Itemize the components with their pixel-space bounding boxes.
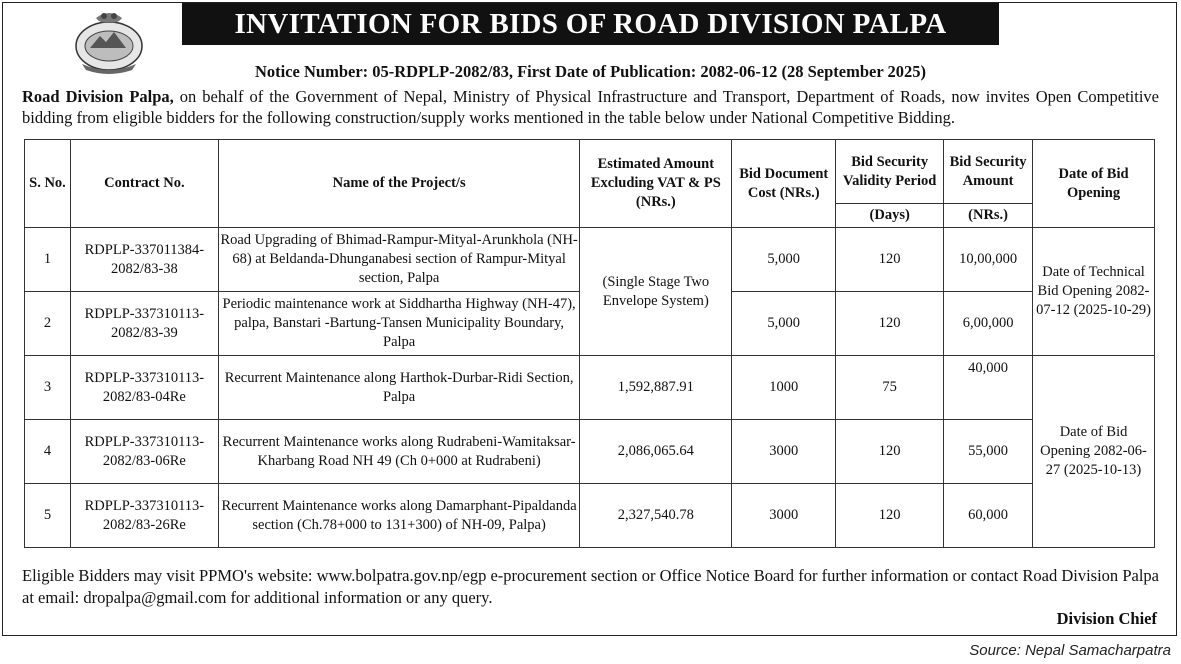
page-title: INVITATION FOR BIDS OF ROAD DIVISION PALPA [182,3,999,45]
row-sno: 2 [25,292,71,356]
row-validity: 120 [836,484,944,548]
row-sno: 1 [25,228,71,292]
row-security: 10,00,000 [944,228,1033,292]
row-project: Recurrent Maintenance works along Rudrabeni-Wamitaksar-Kharbang Road NH 49 (Ch 0+000 at Rudrabeni) [218,420,580,484]
header-security: Bid Security Amount [944,140,1033,204]
row-project: Periodic maintenance work at Siddhartha Highway (NH-47), palpa, Banstari -Bartung-Tansen Municipality Boundary, Palpa [218,292,580,356]
row-contract: RDPLP-337310113-2082/83-26Re [70,484,218,548]
row-doc-cost: 1000 [732,356,836,420]
header-sno: S. No. [25,140,71,228]
table-row [25,420,1155,484]
table-header-row [25,140,1155,204]
row-project: Recurrent Maintenance along Harthok-Durbar-Ridi Section, Palpa [218,356,580,420]
row-doc-cost: 5,000 [732,292,836,356]
row-security: 40,000 [944,356,1033,420]
table-row [25,228,1155,292]
row-contract: RDPLP-337310113-2082/83-04Re [70,356,218,420]
row-validity: 120 [836,292,944,356]
row-contract: RDPLP-337310113-2082/83-06Re [70,420,218,484]
row-sno: 3 [25,356,71,420]
header-validity-unit: (Days) [836,204,944,228]
header-project: Name of the Project/s [218,140,580,228]
header-estimated: Estimated Amount Excluding VAT & PS (NRs.) [580,140,732,228]
row-doc-cost: 5,000 [732,228,836,292]
row-sno: 4 [25,420,71,484]
row-opening-technical: Date of Technical Bid Opening 2082-07-12 (2025-10-29) [1033,228,1155,356]
row-validity: 120 [836,420,944,484]
header-opening: Date of Bid Opening [1033,140,1155,228]
header-validity: Bid Security Validity Period [836,140,944,204]
header-contract: Contract No. [70,140,218,228]
row-security: 60,000 [944,484,1033,548]
row-estimated: 2,327,540.78 [580,484,732,548]
row-contract: RDPLP-337310113-2082/83-39 [70,292,218,356]
row-project: Recurrent Maintenance works along Damarphant-Pipaldanda section (Ch.78+000 to 131+300) of NH-09, Palpa) [218,484,580,548]
row-estimated-merged: (Single Stage Two Envelope System) [580,228,732,356]
bids-table [24,139,1155,548]
row-security: 6,00,000 [944,292,1033,356]
row-opening-bid: Date of Bid Opening 2082-06-27 (2025-10-13) [1033,356,1155,548]
row-validity: 120 [836,228,944,292]
row-security: 55,000 [944,420,1033,484]
row-contract: RDPLP-337011384-2082/83-38 [70,228,218,292]
row-sno: 5 [25,484,71,548]
row-estimated: 1,592,887.91 [580,356,732,420]
header-doc-cost: Bid Document Cost (NRs.) [732,140,836,228]
source-credit: Source: Nepal Samacharpatra [969,642,1171,659]
signatory: Division Chief [1056,609,1157,628]
row-validity: 75 [836,356,944,420]
notice-number: Notice Number: 05-RDPLP-2082/83, First Date of Publication: 2082-06-12 (28 September 2025) [254,62,927,81]
row-project: Road Upgrading of Bhimad-Rampur-Mityal-Arunkhola (NH-68) at Beldanda-Dhunganabesi section of Rampur-Mityal section, Palpa [218,228,580,292]
footer-paragraph: Eligible Bidders may visit PPMO's website: www.bolpatra.gov.np/egp e-procurement section or Office Notice Board for further information or contact Road Division Palpa at email: dropalpa@gmail.com for additional information or any query. [22,566,1159,607]
row-doc-cost: 3000 [732,484,836,548]
table-row [25,484,1155,548]
intro-organization: Road Division Palpa, [22,87,174,106]
table-row [25,356,1155,420]
intro-text: on behalf of the Government of Nepal, Ministry of Physical Infrastructure and Transport, Department of Roads, now invites Open Competitive bidding from eligible bidders for the following construction/supply works mentioned in the table below under National Competitive Bidding. [22,87,1159,127]
header-security-unit: (NRs.) [944,204,1033,228]
intro-paragraph [22,86,1159,128]
row-estimated: 2,086,065.64 [580,420,732,484]
row-doc-cost: 3000 [732,420,836,484]
